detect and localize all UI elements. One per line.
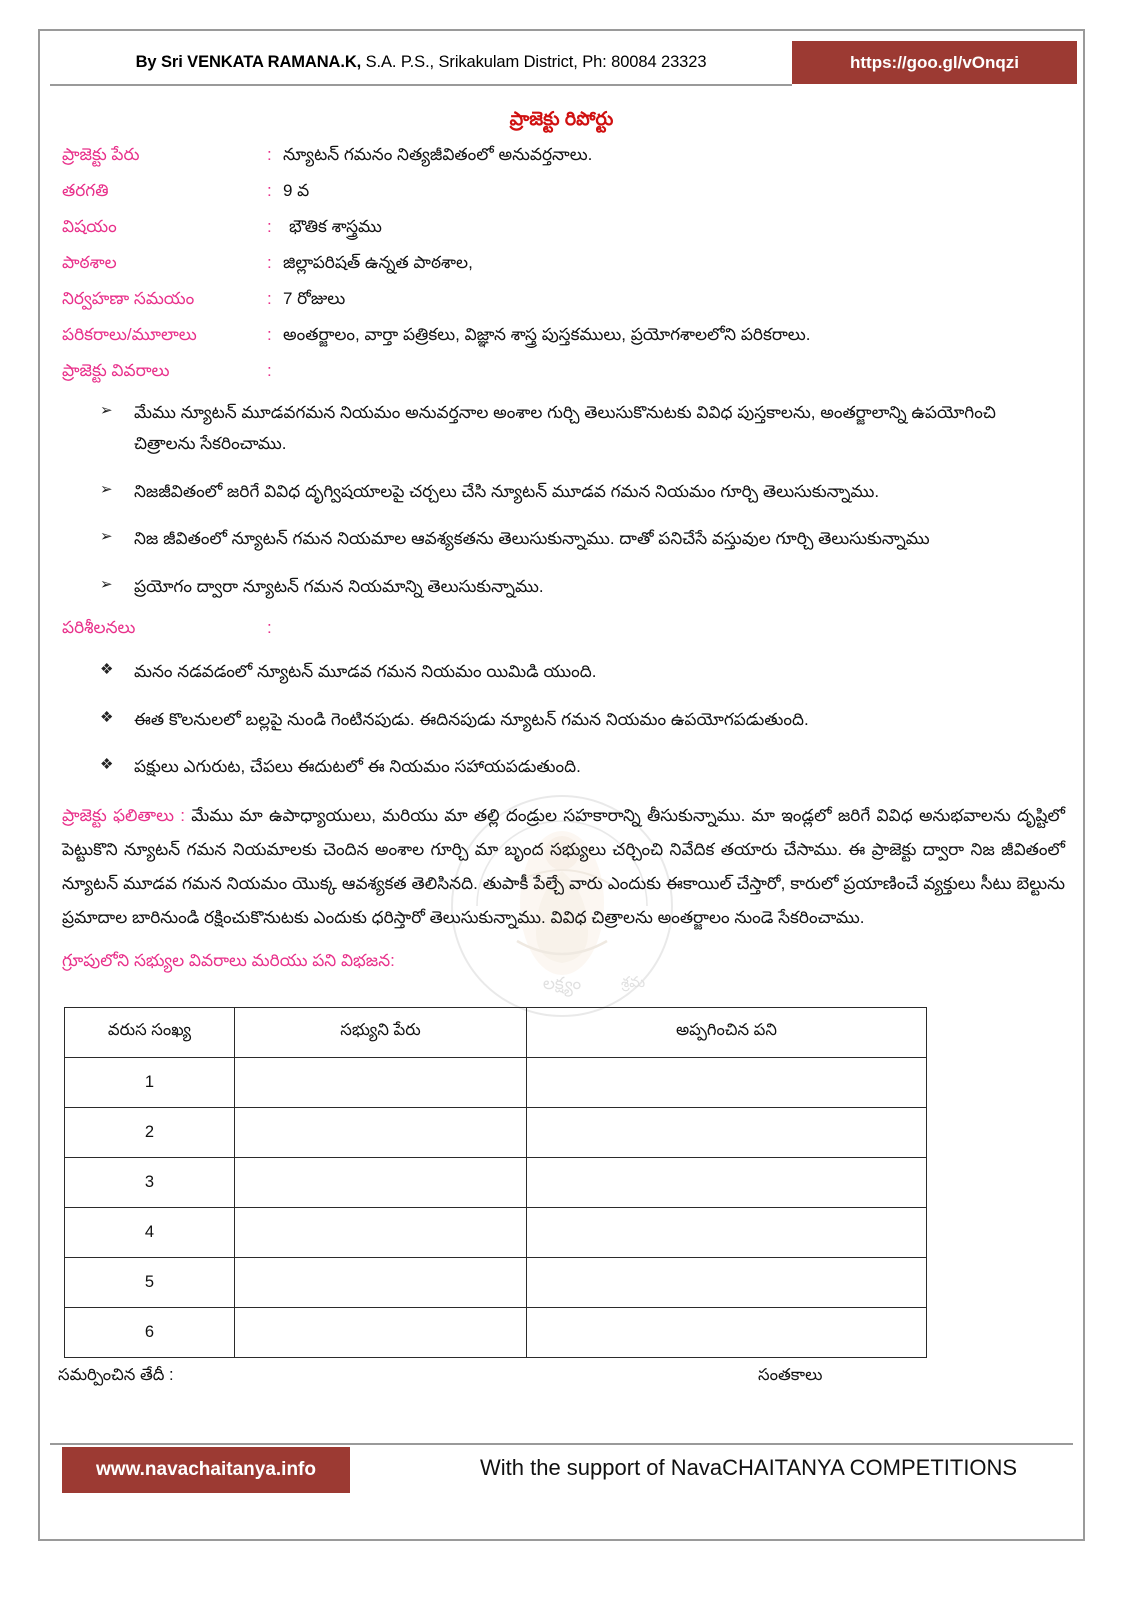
field-row-school xyxy=(62,253,1083,277)
project-details-list xyxy=(40,397,1083,602)
list-item xyxy=(100,704,1043,735)
results-label: ప్రాజెక్టు ఫలితాలు : xyxy=(62,805,192,825)
field-label: నిర్వహణా సమయం xyxy=(62,289,195,308)
short-url-text: https://goo.gl/vOnqzi xyxy=(849,52,1020,72)
signatures-label: సంతకాలు xyxy=(758,1365,823,1384)
author-details: S.A. P.S., Srikakulam District, Ph: 80084 23323 xyxy=(361,52,707,71)
list-item xyxy=(100,397,1043,460)
project-fields xyxy=(40,145,1083,385)
author-credit xyxy=(50,40,792,86)
list-item-text: నిజజీవితంలో జరిగే వివిధ దృగ్విషయాలపై చర్చలు చేసి న్యూటన్ మూడవ గమన నియమం గూర్చి తెలుసుకున్నాము. xyxy=(134,481,880,501)
arrow-bullet-icon: ➢ xyxy=(100,575,113,593)
page-header xyxy=(50,40,1073,86)
document-page xyxy=(38,29,1085,1541)
observations-heading-colon: : xyxy=(267,618,272,638)
page-footer xyxy=(50,1443,1073,1501)
list-item xyxy=(100,751,1043,782)
cell-sno: 5 xyxy=(65,1257,235,1307)
members-table xyxy=(64,1007,927,1358)
list-item-text: మనం నడవడంలో న్యూటన్ మూడవ గమన నియమం యిమిడి యుంది. xyxy=(134,662,597,682)
column-header-sno: వరుస సంఖ్య xyxy=(65,1007,235,1057)
short-url-badge[interactable] xyxy=(792,41,1077,84)
field-row-project-details xyxy=(62,361,1083,385)
cell-work[interactable] xyxy=(527,1107,927,1157)
page-title: ప్రాజెక్టు రిపోర్టు xyxy=(509,109,614,130)
field-label: పరికరాలు/మూలాలు xyxy=(62,325,197,344)
field-colon: : xyxy=(267,289,272,308)
field-colon: : xyxy=(267,325,272,344)
field-colon: : xyxy=(267,181,272,200)
cell-sno: 4 xyxy=(65,1207,235,1257)
table-row xyxy=(65,1107,927,1157)
field-row-materials xyxy=(62,325,1083,349)
column-header-work: అప్పగించిన పని xyxy=(527,1007,927,1057)
list-item-text: నిజ జీవితంలో న్యూటన్ గమన నియమాల ఆవశ్యకతను తెలుసుకున్నాము. దాతో పనిచేసే వస్తువుల గూర్చి తెలుసుకున్నాము xyxy=(134,529,930,549)
field-colon: : xyxy=(267,361,272,380)
submitted-date-label: సమర్పించిన తేదీ : xyxy=(58,1365,174,1384)
list-item-text: ఈత కొలనులలో బల్లపై నుండి గెంటినపుడు. ఈదినపుడు న్యూటన్ గమన నియమం ఉపయోగపడుతుంది. xyxy=(134,709,809,729)
support-text: With the support of NavaCHAITANYA COMPETITIONS xyxy=(480,1455,1018,1480)
cell-name[interactable] xyxy=(235,1157,527,1207)
results-text: మేము మా ఉపాధ్యాయులు, మరియు మా తల్లి దండ్రుల సహకారాన్ని తీసుకున్నాము. మా ఇండ్లలో జరిగే వివిధ అనుభవాలను దృష్టిలో పెట్టుకొని న్యూటన్ గమన నియమాలకు చెందిన అంశాల గూర్చి మా బృంద సభ్యులు చర్చించి నివేదిక తయారు చేసాము. ఈ ప్రాజెక్టు ద్వారా నిజ జీవితంలో న్యూటన్ మూడవ గమన నియమం యొక్క ఆవశ్యకత తెలిసినది. తుపాకీ పేల్చే వారు ఎందుకు ఈకాయిల్ చేస్తారో, కారులో ప్రయాణించే వ్యక్తులు సీటు బెల్టును ప్రమాదాల బారినుండి రక్షించుకొనుటకు ఎందుకు ధరిస్తారో తెలుసుకున్నాము. వివిధ చిత్రాలను అంతర్జాలం నుండె సేకరించాము. xyxy=(62,805,1065,927)
field-label: పాఠశాల xyxy=(62,253,117,272)
diamond-bullet-icon: ❖ xyxy=(100,661,114,679)
website-badge-text: www.navachaitanya.info xyxy=(96,1459,316,1480)
field-value: 9 వ xyxy=(283,181,310,200)
cell-name[interactable] xyxy=(235,1257,527,1307)
field-colon: : xyxy=(267,253,272,272)
arrow-bullet-icon: ➢ xyxy=(100,528,113,546)
field-value: అంతర్జాలం, వార్తా పత్రికలు, విజ్ఞాన శాస్త్ర పుస్తకములు, ప్రయోగశాలలోని పరికరాలు. xyxy=(283,325,811,344)
field-label: విషయం xyxy=(62,217,117,236)
cell-name[interactable] xyxy=(235,1307,527,1357)
list-item xyxy=(100,523,1043,554)
field-row-class xyxy=(62,181,1083,205)
field-label: ప్రాజెక్టు పేరు xyxy=(62,145,140,164)
arrow-bullet-icon: ➢ xyxy=(100,402,113,419)
field-colon: : xyxy=(267,145,272,164)
field-value: న్యూటన్ గమనం నిత్యజీవితంలో అనువర్తనాలు. xyxy=(283,145,593,164)
cell-work[interactable] xyxy=(527,1307,927,1357)
table-row xyxy=(65,1207,927,1257)
field-row-project-name xyxy=(62,145,1083,169)
cell-sno: 2 xyxy=(65,1107,235,1157)
cell-sno: 3 xyxy=(65,1157,235,1207)
table-row xyxy=(65,1157,927,1207)
field-row-duration xyxy=(62,289,1083,313)
table-row xyxy=(65,1307,927,1357)
observations-heading xyxy=(40,618,1083,642)
list-item xyxy=(100,571,1043,602)
cell-name[interactable] xyxy=(235,1207,527,1257)
table-row xyxy=(65,1257,927,1307)
diamond-bullet-icon: ❖ xyxy=(100,708,114,726)
list-item xyxy=(100,656,1043,687)
group-details-heading: గ్రూపులోని సభ్యుల వివరాలు మరియు పని విభజన: xyxy=(62,950,395,970)
list-item xyxy=(100,476,1043,507)
signature-row xyxy=(58,1366,1083,1394)
cell-work[interactable] xyxy=(527,1157,927,1207)
website-badge[interactable] xyxy=(62,1447,350,1493)
cell-sno: 1 xyxy=(65,1057,235,1107)
field-label: ప్రాజెక్టు వివరాలు xyxy=(62,361,170,380)
cell-work[interactable] xyxy=(527,1057,927,1107)
field-value: జిల్లాపరిషత్ ఉన్నత పాఠశాల, xyxy=(283,253,473,272)
arrow-bullet-icon: ➢ xyxy=(100,480,113,498)
document-body xyxy=(40,87,1083,1394)
field-row-subject xyxy=(62,217,1083,241)
observations-heading-label: పరిశీలనలు xyxy=(62,618,136,638)
author-name: By Sri VENKATA RAMANA.K, xyxy=(135,52,362,71)
field-value: భౌతిక శాస్త్రము xyxy=(289,217,382,236)
cell-name[interactable] xyxy=(235,1057,527,1107)
list-item-text: పక్షులు ఎగురుట, చేపలు ఈదుటలో ఈ నియమం సహాయపడుతుంది. xyxy=(134,757,581,777)
field-colon: : xyxy=(267,217,272,236)
list-item-text: ప్రయోగం ద్వారా న్యూటన్ గమన నియమాన్ని తెలుసుకున్నాము. xyxy=(134,576,544,596)
cell-work[interactable] xyxy=(527,1207,927,1257)
svg-text:లక్ష్యం: లక్ష్యం xyxy=(542,974,581,993)
field-value: 7 రోజులు xyxy=(283,289,346,308)
cell-sno: 6 xyxy=(65,1307,235,1357)
column-header-name: సభ్యుని పేరు xyxy=(235,1007,527,1057)
diamond-bullet-icon: ❖ xyxy=(100,756,114,774)
cell-name[interactable] xyxy=(235,1107,527,1157)
project-results xyxy=(40,799,1083,935)
field-label: తరగతి xyxy=(62,181,109,200)
list-item-text: మేము న్యూటన్ మూడవగమన నియమం అనువర్తనాల అంశాల గుర్చి తెలుసుకొనుటకు వివిధ పుస్తకాలను, అంతర్జాలాన్ని ఉపయోగించి చిత్రాలను సేకరించాము. xyxy=(134,403,996,454)
table-row xyxy=(65,1057,927,1107)
observations-list xyxy=(40,656,1083,782)
svg-text:శ్రమ: శ్రమ xyxy=(620,974,645,991)
cell-work[interactable] xyxy=(527,1257,927,1307)
table-header-row xyxy=(65,1007,927,1057)
